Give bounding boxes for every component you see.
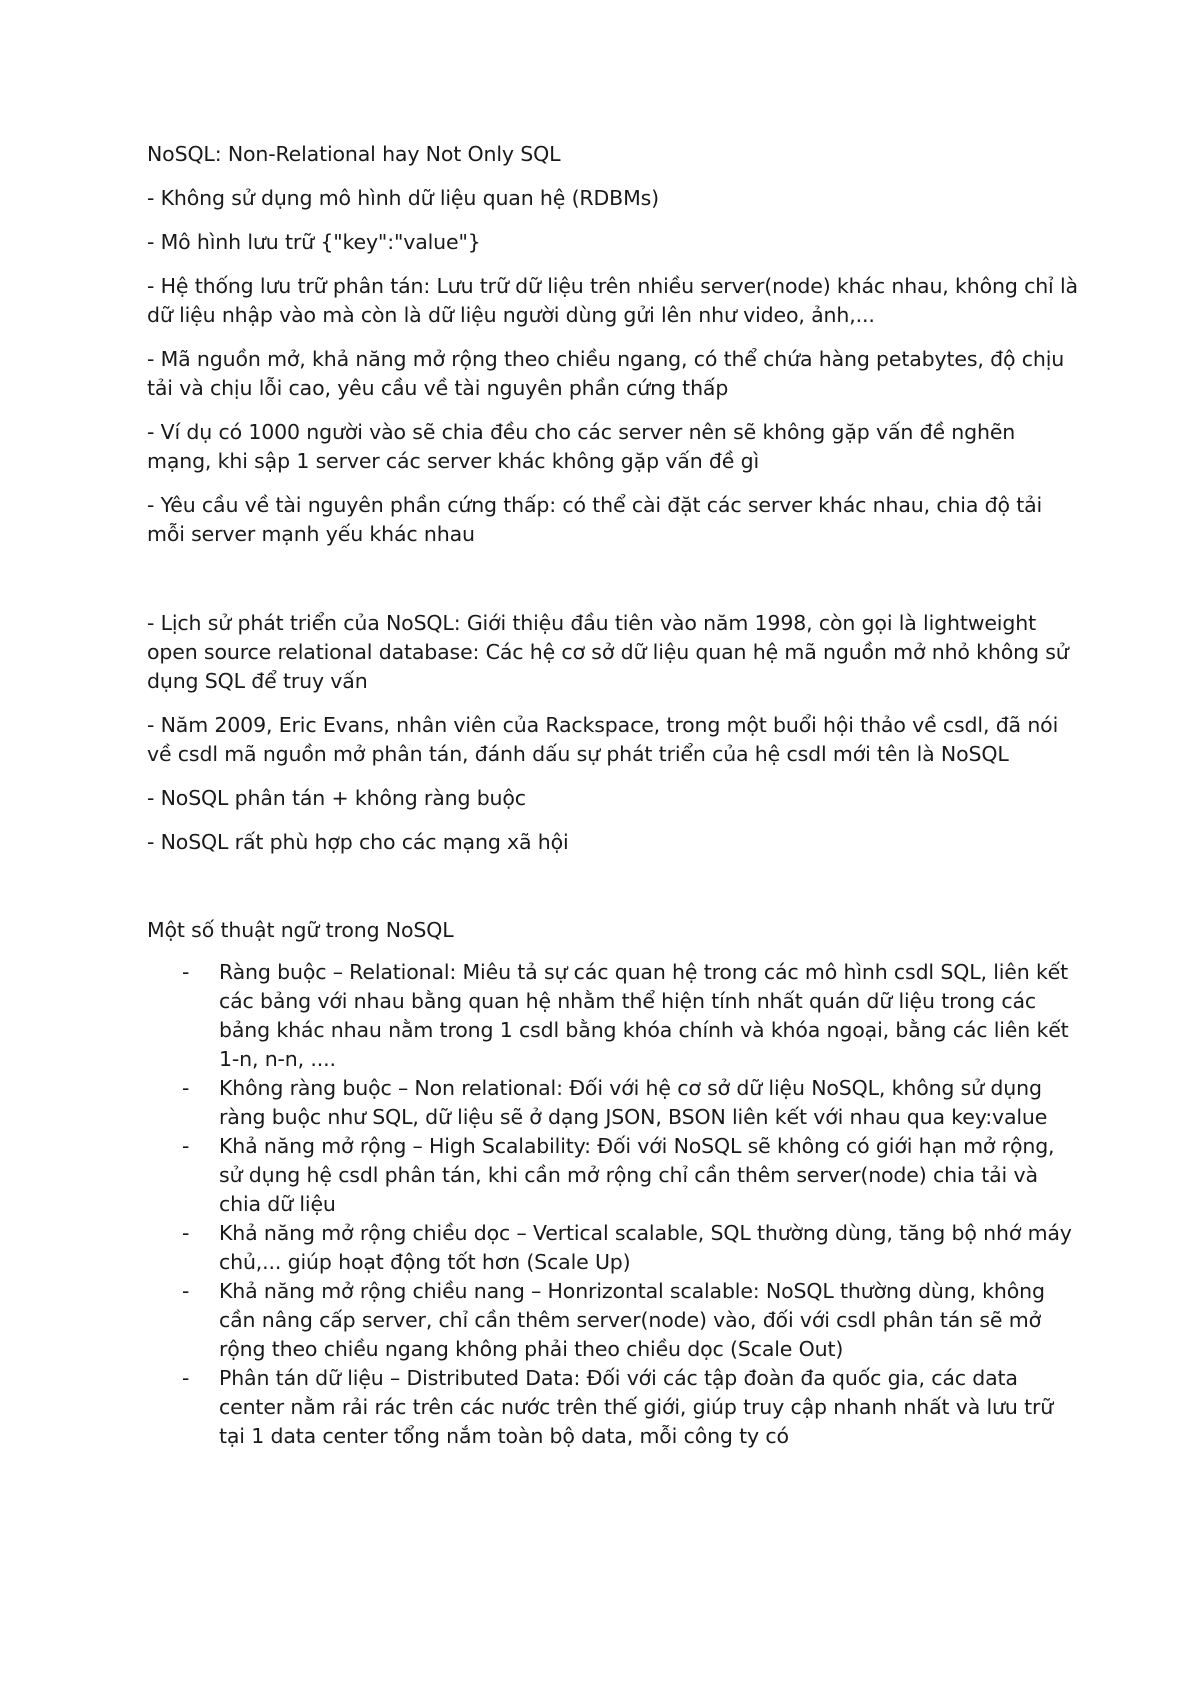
- term-item: [147, 1132, 1082, 1219]
- term-item: [147, 958, 1082, 1074]
- term-item: [147, 1219, 1082, 1277]
- history-point: - Năm 2009, Eric Evans, nhân viên của Rackspace, trong một buổi hội thảo về csdl, đã nói về csdl mã nguồn mở phân tán, đánh dấu sự phát triển của hệ csdl mới tên là NoSQL: [147, 713, 1059, 766]
- history-point: - NoSQL rất phù hợp cho các mạng xã hội: [147, 830, 569, 854]
- term-text: Phân tán dữ liệu – Distributed Data: Đối với các tập đoàn đa quốc gia, các data center nằm rải rác trên các nước trên thế giới, giúp truy cập nhanh nhất và lưu trữ tại 1 data center tổng nắm toàn bộ data, mỗi công ty có: [219, 1366, 1054, 1448]
- term-item: [147, 1277, 1082, 1364]
- dash-bullet: -: [182, 1134, 190, 1158]
- blank-line: [147, 564, 1082, 609]
- dash-bullet: -: [182, 1279, 190, 1303]
- term-item: [147, 1074, 1082, 1132]
- intro-point: - Mô hình lưu trữ {"key":"value"}: [147, 230, 481, 254]
- terms-heading: Một số thuật ngữ trong NoSQL: [147, 918, 454, 942]
- terms-list: [147, 958, 1082, 1451]
- intro-point: - Ví dụ có 1000 người vào sẽ chia đều cho các server nên sẽ không gặp vấn đề nghẽn mạng, khi sập 1 server các server khác không gặp vấn đề gì: [147, 420, 1016, 473]
- history-point: - NoSQL phân tán + không ràng buộc: [147, 786, 526, 810]
- intro-point: - Yêu cầu về tài nguyên phần cứng thấp: có thể cài đặt các server khác nhau, chia độ tải mỗi server mạnh yếu khác nhau: [147, 493, 1043, 546]
- term-text: Khả năng mở rộng – High Scalability: Đối với NoSQL sẽ không có giới hạn mở rộng, sử dụng hệ csdl phân tán, khi cần mở rộng chỉ cần thêm server(node) chia tải và chia dữ liệu: [219, 1134, 1055, 1216]
- dash-bullet: -: [182, 1366, 190, 1390]
- term-item: [147, 1364, 1082, 1451]
- intro-point: - Không sử dụng mô hình dữ liệu quan hệ (RDBMs): [147, 186, 659, 210]
- document-page: [147, 140, 1082, 1451]
- document-title: NoSQL: Non-Relational hay Not Only SQL: [147, 142, 561, 166]
- dash-bullet: -: [182, 1221, 190, 1245]
- term-text: Khả năng mở rộng chiều dọc – Vertical scalable, SQL thường dùng, tăng bộ nhớ máy chủ,... giúp hoạt động tốt hơn (Scale Up): [219, 1221, 1072, 1274]
- intro-point: - Mã nguồn mở, khả năng mở rộng theo chiều ngang, có thể chứa hàng petabytes, độ chịu tải và chịu lỗi cao, yêu cầu về tài nguyên phần cứng thấp: [147, 347, 1065, 400]
- history-point: - Lịch sử phát triển của NoSQL: Giới thiệu đầu tiên vào năm 1998, còn gọi là lightweight open source relational database: Các hệ cơ sở dữ liệu quan hệ mã nguồn mở nhỏ không sử dụng SQL để truy vấn: [147, 611, 1069, 693]
- dash-bullet: -: [182, 960, 190, 984]
- intro-point: - Hệ thống lưu trữ phân tán: Lưu trữ dữ liệu trên nhiều server(node) khác nhau, không chỉ là dữ liệu nhập vào mà còn là dữ liệu người dùng gửi lên như video, ảnh,...: [147, 274, 1078, 327]
- dash-bullet: -: [182, 1076, 190, 1100]
- term-text: Khả năng mở rộng chiều nang – Honrizontal scalable: NoSQL thường dùng, không cần nâng cấp server, chỉ cần thêm server(node) vào, đối với csdl phân tán sẽ mở rộng theo chiều ngang không phải theo chiều dọc (Scale Out): [219, 1279, 1045, 1361]
- term-text: Không ràng buộc – Non relational: Đối với hệ cơ sở dữ liệu NoSQL, không sử dụng ràng buộc như SQL, dữ liệu sẽ ở dạng JSON, BSON liên kết với nhau qua key:value: [219, 1076, 1048, 1129]
- blank-line: [147, 872, 1082, 916]
- term-text: Ràng buộc – Relational: Miêu tả sự các quan hệ trong các mô hình csdl SQL, liên kết các bảng với nhau bằng quan hệ nhằm thể hiện tính nhất quán dữ liệu trong các bảng khác nhau nằm trong 1 csdl bằng khóa chính và khóa ngoại, bằng các liên kết 1-n, n-n, ....: [219, 960, 1069, 1071]
